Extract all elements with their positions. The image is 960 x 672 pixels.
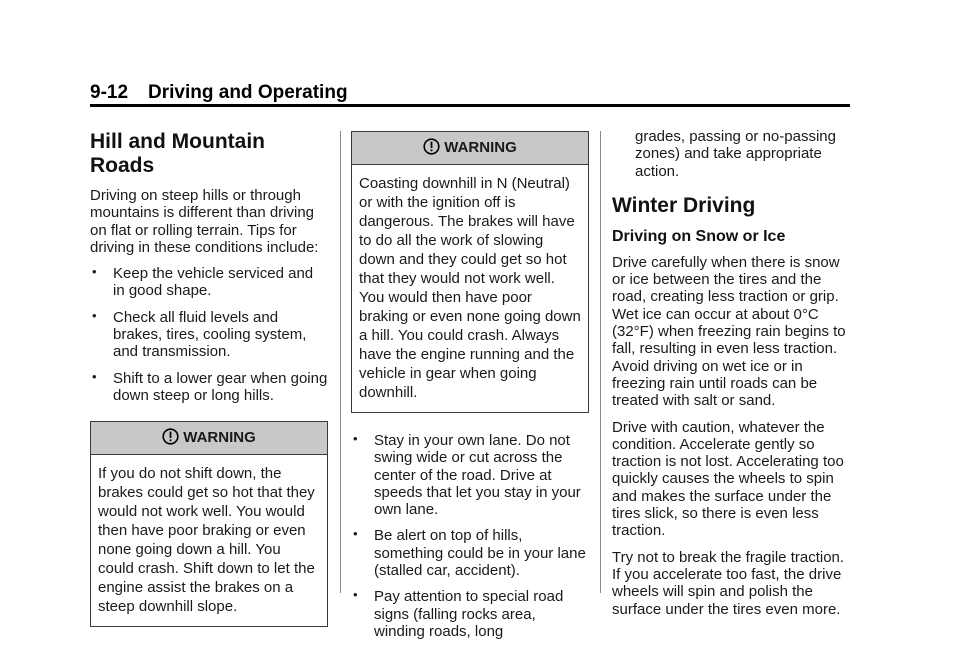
bullet-icon: • [353, 431, 358, 446]
bullet-icon: • [92, 368, 97, 384]
list-item [90, 370, 328, 405]
warning-symbol-icon [162, 428, 179, 445]
right-column [612, 128, 850, 627]
continuation-text: grades, passing or no-passing zones) and take appropriate action. [635, 128, 836, 180]
list-item-text: Check all fluid levels and brakes, tires, cooling system, and transmission. [113, 308, 307, 361]
list-item-text: Be alert on top of hills, something could be in your lane (stalled car, accident). [374, 527, 586, 580]
list-item-text: Shift to a lower gear when going down steep or long hills. [113, 369, 328, 404]
list-item [351, 527, 589, 579]
section-title: Driving and Operating [148, 82, 348, 103]
running-header [90, 82, 348, 104]
section-heading: Winter Driving [612, 193, 756, 217]
list-item [351, 588, 589, 640]
body-paragraph: Try not to break the fragile traction. If you accelerate too fast, the drive wheels will spin and polish the surface under the tires even more. [612, 548, 845, 618]
warning-label: WARNING [183, 429, 256, 447]
warning-label: WARNING [444, 139, 517, 156]
warning-header [91, 422, 327, 455]
page-number: 9-12 [90, 82, 129, 103]
warning-symbol-icon [423, 138, 440, 155]
bullet-icon: • [353, 526, 358, 542]
list-item [90, 309, 328, 361]
list-item [90, 265, 328, 300]
list-item-text: Keep the vehicle serviced and in good shape. [113, 265, 314, 300]
bullet-icon: • [92, 307, 97, 323]
body-paragraph: Drive with caution, whatever the condition. Accelerate gently so traction is not lost. Accelerating too quickly causes the wheels to spin and makes the surface under the tires slick, so there is even less traction. [612, 418, 844, 540]
section-heading: Hill and Mountain Roads [90, 130, 265, 177]
list-item-text: Stay in your own lane. Do not swing wide or cut across the center of the road. Drive at speeds that let you stay in your own lane. [374, 432, 581, 519]
left-column [90, 130, 328, 643]
warning-header [352, 132, 588, 165]
bullet-icon: • [92, 264, 97, 280]
subsection-heading: Driving on Snow or Ice [612, 227, 786, 245]
list-item [351, 432, 589, 518]
warning-box [90, 421, 328, 627]
bullet-icon: • [353, 587, 358, 603]
intro-paragraph: Driving on steep hills or through mountains is different than driving on flat or rolling terrain. Tips for driving in these conditions include: [90, 187, 319, 256]
column-divider-1 [340, 131, 341, 593]
header-rule [90, 104, 850, 107]
body-paragraph: Drive carefully when there is snow or ice between the tires and the road, creating less traction or grip. Wet ice can occur at about 0°C (32°F) when freezing rain begins to fall, resulting in even less traction. Avoid driving on wet ice or in freezing rain until roads can be treated with salt or sand. [612, 253, 846, 410]
list-item-text: Pay attention to special road signs (falling rocks area, winding roads, long [374, 588, 564, 640]
warning-text: If you do not shift down, the brakes could get so hot that they would not work well. You would then have poor braking or even none going down a hill. You could crash. Shift down to let the engine assist the brakes on a steep downhill slope. [98, 465, 315, 616]
warning-box [351, 131, 589, 413]
column-divider-2 [600, 131, 601, 593]
middle-column [351, 131, 589, 649]
warning-text: Coasting downhill in N (Neutral) or with the ignition off is dangerous. The brakes will have to do all the work of slowing down and they could get so hot that they would not work well. You would then have poor braking or even none going down a hill. You could crash. Always have the engine running and the vehicle in gear when going downhill. [359, 175, 581, 401]
